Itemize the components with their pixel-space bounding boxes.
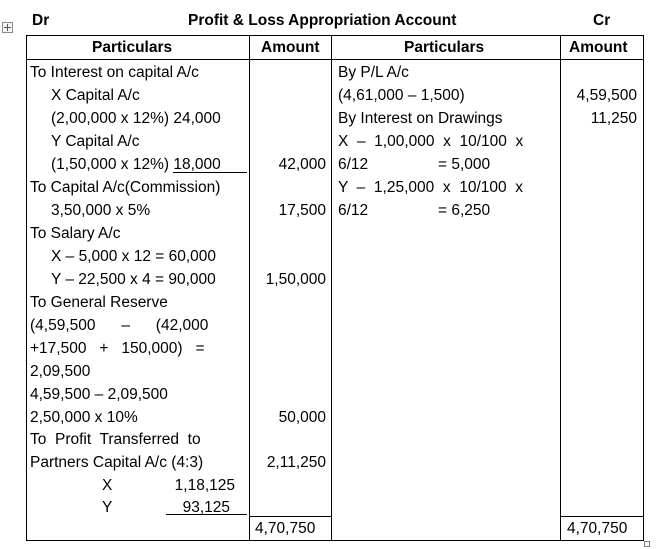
debit-line: Y – 22,500 x 4 = 90,000: [51, 271, 216, 288]
col-divider-2: [331, 35, 332, 541]
debit-line: Y Capital A/c: [51, 133, 140, 150]
debit-line: Partners Capital A/c (4:3): [30, 454, 204, 471]
debit-line: To General Reserve: [30, 294, 168, 311]
credit-line: = 6,250: [438, 202, 491, 219]
debit-line: (1,50,000 x 12%) 18,000: [51, 156, 221, 173]
total-left: 4,70,750: [255, 520, 316, 537]
table-border-left: [26, 35, 27, 541]
account-title: Profit & Loss Appropriation Account: [188, 12, 457, 29]
table-border-top: [26, 35, 644, 36]
credit-line: (4,61,000 – 1,500): [338, 87, 465, 104]
dr-label: Dr: [32, 12, 50, 29]
table-border-right: [643, 35, 644, 541]
debit-amount: 17,500: [278, 202, 326, 219]
partner-y-share: 93,125: [182, 499, 230, 516]
cr-label: Cr: [593, 12, 611, 29]
credit-amount: 4,59,500: [576, 87, 637, 104]
debit-amount: 50,000: [278, 409, 326, 426]
partner-x-share: 1,18,125: [174, 477, 235, 494]
debit-line: 4,59,500 – 2,09,500: [30, 386, 168, 403]
table-resize-handle[interactable]: [644, 541, 650, 547]
credit-line: X – 1,00,000 x 10/100 x: [338, 133, 524, 150]
partner-x-label: X: [102, 477, 113, 494]
credit-line: 6/12: [338, 156, 369, 173]
debit-line: To Profit Transferred to: [30, 431, 201, 448]
debit-line: 2,09,500: [30, 363, 91, 380]
header-divider: [26, 59, 644, 60]
table-move-handle[interactable]: [2, 22, 13, 33]
debit-line: 2,50,000 x 10%: [30, 409, 138, 426]
credit-line: Y – 1,25,000 x 10/100 x: [338, 179, 523, 196]
table-border-bottom: [26, 540, 644, 541]
debit-line: To Capital A/c(Commission): [30, 179, 221, 196]
debit-line: X – 5,000 x 12 = 60,000: [51, 248, 217, 265]
credit-line: 6/12: [338, 202, 369, 219]
debit-amount: 42,000: [278, 156, 326, 173]
debit-line: To Salary A/c: [30, 225, 121, 242]
debit-line: 3,50,000 x 5%: [51, 202, 151, 219]
col-particulars-right: Particulars: [404, 39, 485, 56]
debit-amount: 2,11,250: [266, 454, 326, 471]
credit-line: By P/L A/c: [338, 64, 409, 81]
debit-line: (2,00,000 x 12%) 24,000: [51, 110, 221, 127]
credit-amount: 11,250: [590, 110, 637, 127]
debit-line: To Interest on capital A/c: [30, 64, 199, 81]
debit-line: X Capital A/c: [51, 87, 140, 104]
col-amount-right: Amount: [569, 39, 628, 56]
debit-line: (4,59,500 – (42,000: [30, 317, 209, 334]
debit-amount: 1,50,000: [265, 271, 326, 288]
total-right: 4,70,750: [567, 520, 628, 537]
col-particulars-left: Particulars: [92, 39, 173, 56]
partner-y-label: Y: [102, 499, 113, 516]
debit-line: +17,500 + 150,000) =: [30, 340, 205, 357]
credit-line: By Interest on Drawings: [338, 110, 503, 127]
credit-line: = 5,000: [438, 156, 491, 173]
col-amount-left: Amount: [261, 39, 320, 56]
